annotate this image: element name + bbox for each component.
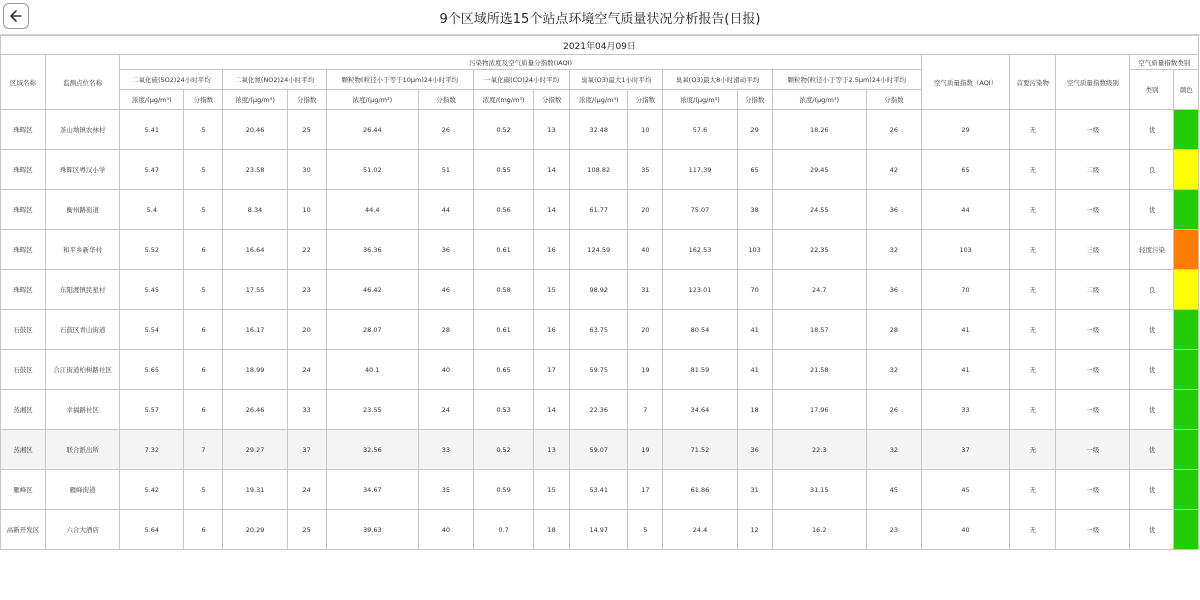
cell-o3-8h-index: 38 — [737, 190, 772, 230]
cell-o3-1h-index: 31 — [628, 270, 663, 310]
cell-no2-index: 23 — [287, 270, 326, 310]
cell-station: 东阳渡镇民星村 — [46, 270, 120, 310]
cell-no2-index: 24 — [287, 350, 326, 390]
unit-concentration: 浓度/(μg/m³) — [223, 90, 287, 110]
col-aqi: 空气质量指数（AQI） — [921, 55, 1009, 110]
cell-color — [1174, 150, 1199, 190]
cell-category: 优 — [1130, 350, 1174, 390]
unit-sub-index: 分指数 — [418, 90, 473, 110]
category-color-swatch — [1174, 350, 1198, 389]
cell-pm25-index: 32 — [866, 430, 921, 470]
unit-concentration: 浓度/(μg/m³) — [326, 90, 418, 110]
cell-o3-8h: 75.07 — [663, 190, 737, 230]
cell-pm10-index: 40 — [418, 510, 473, 550]
cell-pm10-index: 46 — [418, 270, 473, 310]
table-row[interactable] — [1, 430, 1199, 470]
cell-region: 蒸湘区 — [1, 390, 46, 430]
cell-co: 0.7 — [474, 510, 534, 550]
cell-so2-index: 6 — [184, 350, 223, 390]
cell-pm25-index: 36 — [866, 190, 921, 230]
cell-aqi: 29 — [921, 110, 1009, 150]
cell-co: 0.59 — [474, 470, 534, 510]
cell-no2: 23.58 — [223, 150, 287, 190]
cell-aqi-level: 一级 — [1056, 470, 1130, 510]
cell-o3-1h: 32.48 — [570, 110, 628, 150]
cell-region: 雁峰区 — [1, 470, 46, 510]
col-pm10: 颗粒物(粒径小于等于10μm)24小时平均 — [326, 70, 473, 90]
cell-o3-8h: 24.4 — [663, 510, 737, 550]
col-so2: 二氧化硫(SO2)24小时平均 — [120, 70, 223, 90]
cell-pm10: 39.63 — [326, 510, 418, 550]
cell-pm25: 31.15 — [772, 470, 866, 510]
cell-no2: 20.46 — [223, 110, 287, 150]
cell-pm25-index: 28 — [866, 310, 921, 350]
col-co: 一氧化碳(CO)24小时平均 — [474, 70, 570, 90]
cell-no2: 8.34 — [223, 190, 287, 230]
cell-aqi: 103 — [921, 230, 1009, 270]
cell-no2: 16.64 — [223, 230, 287, 270]
unit-sub-index: 分指数 — [628, 90, 663, 110]
cell-o3-1h-index: 17 — [628, 470, 663, 510]
cell-no2: 26.46 — [223, 390, 287, 430]
cell-co: 0.58 — [474, 270, 534, 310]
cell-o3-1h-index: 40 — [628, 230, 663, 270]
unit-concentration: 浓度/(μg/m³) — [772, 90, 866, 110]
cell-pm10-index: 24 — [418, 390, 473, 430]
cell-o3-8h: 81.59 — [663, 350, 737, 390]
cell-station: 六合大酒店 — [46, 510, 120, 550]
cell-pm10-index: 28 — [418, 310, 473, 350]
cell-primary-pollutant: 无 — [1010, 350, 1056, 390]
report-date: 2021年04月09日 — [1, 36, 1199, 55]
category-color-swatch — [1174, 430, 1198, 469]
cell-no2: 18.99 — [223, 350, 287, 390]
cell-co: 0.55 — [474, 150, 534, 190]
cell-o3-1h: 61.77 — [570, 190, 628, 230]
cell-aqi-level: 一级 — [1056, 390, 1130, 430]
cell-co: 0.52 — [474, 430, 534, 470]
cell-aqi: 70 — [921, 270, 1009, 310]
cell-region: 珠晖区 — [1, 190, 46, 230]
cell-region: 珠晖区 — [1, 270, 46, 310]
cell-so2: 5.42 — [120, 470, 184, 510]
cell-so2: 5.45 — [120, 270, 184, 310]
cell-pm10-index: 40 — [418, 350, 473, 390]
cell-pm10: 44.4 — [326, 190, 418, 230]
cell-aqi: 65 — [921, 150, 1009, 190]
cell-station: 联合派出所 — [46, 430, 120, 470]
cell-color — [1174, 390, 1199, 430]
cell-pm10: 51.02 — [326, 150, 418, 190]
cell-so2: 5.65 — [120, 350, 184, 390]
cell-aqi-level: 二级 — [1056, 270, 1130, 310]
unit-sub-index: 分指数 — [287, 90, 326, 110]
cell-no2: 19.31 — [223, 470, 287, 510]
cell-co-index: 14 — [534, 190, 570, 230]
cell-o3-8h: 34.64 — [663, 390, 737, 430]
cell-region: 珠晖区 — [1, 230, 46, 270]
cell-no2-index: 25 — [287, 510, 326, 550]
cell-co: 0.65 — [474, 350, 534, 390]
cell-aqi: 37 — [921, 430, 1009, 470]
cell-aqi-level: 一级 — [1056, 190, 1130, 230]
cell-station: 珠晖区粤汉小学 — [46, 150, 120, 190]
cell-aqi: 41 — [921, 350, 1009, 390]
cell-co-index: 14 — [534, 390, 570, 430]
cell-aqi-level: 三级 — [1056, 230, 1130, 270]
cell-category: 优 — [1130, 510, 1174, 550]
category-color-swatch — [1174, 190, 1198, 229]
cell-station: 茶山坳镇农林村 — [46, 110, 120, 150]
cell-station: 幸福路社区 — [46, 390, 120, 430]
col-pm25: 颗粒物(粒径小于等于2.5μm)24小时平均 — [772, 70, 921, 90]
cell-primary-pollutant: 无 — [1010, 190, 1056, 230]
cell-primary-pollutant: 无 — [1010, 470, 1056, 510]
cell-primary-pollutant: 无 — [1010, 150, 1056, 190]
cell-pm25: 29.45 — [772, 150, 866, 190]
cell-color — [1174, 350, 1199, 390]
cell-o3-8h-index: 103 — [737, 230, 772, 270]
cell-no2-index: 30 — [287, 150, 326, 190]
cell-o3-1h-index: 20 — [628, 310, 663, 350]
cell-o3-1h-index: 35 — [628, 150, 663, 190]
table-row[interactable] — [1, 230, 1199, 270]
cell-no2-index: 22 — [287, 230, 326, 270]
cell-region: 高新开发区 — [1, 510, 46, 550]
cell-aqi-level: 一级 — [1056, 510, 1130, 550]
category-color-swatch — [1174, 470, 1198, 509]
unit-sub-index: 分指数 — [534, 90, 570, 110]
cell-pm10-index: 36 — [418, 230, 473, 270]
cell-pm25-index: 32 — [866, 230, 921, 270]
col-color: 颜色 — [1174, 70, 1199, 110]
cell-co-index: 15 — [534, 270, 570, 310]
category-color-swatch — [1174, 110, 1198, 149]
cell-co-index: 13 — [534, 430, 570, 470]
cell-category: 优 — [1130, 110, 1174, 150]
cell-color — [1174, 270, 1199, 310]
cell-so2-index: 6 — [184, 230, 223, 270]
cell-co: 0.53 — [474, 390, 534, 430]
cell-category: 优 — [1130, 390, 1174, 430]
cell-pm25: 22.3 — [772, 430, 866, 470]
cell-category: 优 — [1130, 310, 1174, 350]
category-color-swatch — [1174, 310, 1198, 349]
cell-co: 0.61 — [474, 230, 534, 270]
cell-so2-index: 5 — [184, 190, 223, 230]
unit-concentration: 浓度/(μg/m³) — [663, 90, 737, 110]
cell-o3-1h: 98.92 — [570, 270, 628, 310]
table-row[interactable] — [1, 510, 1199, 550]
col-no2: 二氧化氮(NO2)24小时平均 — [223, 70, 326, 90]
cell-no2: 29.27 — [223, 430, 287, 470]
cell-category: 优 — [1130, 470, 1174, 510]
cell-station: 石鼓区青山街道 — [46, 310, 120, 350]
cell-so2-index: 6 — [184, 390, 223, 430]
cell-pm10: 34.67 — [326, 470, 418, 510]
cell-co-index: 18 — [534, 510, 570, 550]
cell-so2-index: 5 — [184, 150, 223, 190]
cell-co-index: 16 — [534, 310, 570, 350]
cell-pm25: 24.55 — [772, 190, 866, 230]
cell-no2-index: 10 — [287, 190, 326, 230]
cell-so2: 5.52 — [120, 230, 184, 270]
cell-so2: 7.32 — [120, 430, 184, 470]
cell-category: 优 — [1130, 430, 1174, 470]
cell-color — [1174, 470, 1199, 510]
cell-aqi: 41 — [921, 310, 1009, 350]
cell-o3-1h: 63.75 — [570, 310, 628, 350]
cell-category: 良 — [1130, 150, 1174, 190]
cell-region: 石鼓区 — [1, 310, 46, 350]
report-table-container — [0, 35, 1199, 550]
col-category: 类别 — [1130, 70, 1174, 110]
cell-so2-index: 5 — [184, 270, 223, 310]
cell-so2-index: 6 — [184, 310, 223, 350]
cell-station: 合江街道柏树路社区 — [46, 350, 120, 390]
cell-no2-index: 24 — [287, 470, 326, 510]
cell-o3-8h: 162.53 — [663, 230, 737, 270]
cell-o3-8h-index: 29 — [737, 110, 772, 150]
category-color-swatch — [1174, 510, 1198, 549]
cell-co-index: 13 — [534, 110, 570, 150]
cell-so2-index: 5 — [184, 110, 223, 150]
table-row[interactable] — [1, 110, 1199, 150]
cell-o3-8h: 57.6 — [663, 110, 737, 150]
cell-o3-8h: 80.54 — [663, 310, 737, 350]
cell-o3-8h-index: 31 — [737, 470, 772, 510]
cell-pm10: 46.42 — [326, 270, 418, 310]
cell-pm25-index: 23 — [866, 510, 921, 550]
cell-aqi-level: 一级 — [1056, 310, 1130, 350]
cell-station: 衡州路街道 — [46, 190, 120, 230]
top-bar — [0, 0, 1200, 35]
cell-color — [1174, 190, 1199, 230]
cell-pm25-index: 45 — [866, 470, 921, 510]
cell-no2-index: 20 — [287, 310, 326, 350]
cell-pm25: 21.58 — [772, 350, 866, 390]
cell-color — [1174, 430, 1199, 470]
cell-pm10-index: 33 — [418, 430, 473, 470]
cell-o3-1h: 108.82 — [570, 150, 628, 190]
cell-o3-8h: 61.86 — [663, 470, 737, 510]
cell-pm25-index: 26 — [866, 110, 921, 150]
unit-sub-index: 分指数 — [184, 90, 223, 110]
cell-o3-8h-index: 41 — [737, 310, 772, 350]
cell-o3-8h: 117.39 — [663, 150, 737, 190]
cell-pm10-index: 51 — [418, 150, 473, 190]
cell-primary-pollutant: 无 — [1010, 390, 1056, 430]
cell-category: 优 — [1130, 190, 1174, 230]
cell-pm25: 22.35 — [772, 230, 866, 270]
table-row[interactable] — [1, 310, 1199, 350]
category-color-swatch — [1174, 270, 1198, 309]
cell-pm25: 17.96 — [772, 390, 866, 430]
unit-concentration: 浓度/(μg/m³) — [570, 90, 628, 110]
cell-co: 0.52 — [474, 110, 534, 150]
table-row[interactable] — [1, 150, 1199, 190]
cell-so2-index: 6 — [184, 510, 223, 550]
cell-region: 石鼓区 — [1, 350, 46, 390]
cell-co-index: 15 — [534, 470, 570, 510]
unit-sub-index: 分指数 — [737, 90, 772, 110]
table-body — [1, 110, 1199, 550]
unit-concentration: 浓度/(μg/m³) — [120, 90, 184, 110]
cell-aqi-level: 一级 — [1056, 430, 1130, 470]
cell-primary-pollutant: 无 — [1010, 230, 1056, 270]
cell-primary-pollutant: 无 — [1010, 510, 1056, 550]
cell-category: 良 — [1130, 270, 1174, 310]
cell-o3-1h: 53.41 — [570, 470, 628, 510]
cell-aqi-level: 一级 — [1056, 350, 1130, 390]
cell-so2-index: 7 — [184, 430, 223, 470]
cell-no2: 16.17 — [223, 310, 287, 350]
cell-no2-index: 37 — [287, 430, 326, 470]
cell-color — [1174, 230, 1199, 270]
cell-o3-8h: 71.52 — [663, 430, 737, 470]
unit-sub-index: 分指数 — [866, 90, 921, 110]
cell-pm25-index: 36 — [866, 270, 921, 310]
cell-o3-1h: 59.75 — [570, 350, 628, 390]
cell-o3-8h-index: 12 — [737, 510, 772, 550]
cell-color — [1174, 310, 1199, 350]
cell-pm25: 24.7 — [772, 270, 866, 310]
cell-co: 0.56 — [474, 190, 534, 230]
cell-so2: 5.64 — [120, 510, 184, 550]
col-category-group: 空气质量指数类别 — [1130, 55, 1199, 70]
cell-pm10: 32.56 — [326, 430, 418, 470]
col-o3-8h: 臭氧(O3)最大8小时滑动平均 — [663, 70, 772, 90]
cell-region: 蒸湘区 — [1, 430, 46, 470]
unit-concentration-mg: 浓度/(mg/m³) — [474, 90, 534, 110]
cell-pm25: 16.2 — [772, 510, 866, 550]
col-station: 监测点位名称 — [46, 55, 120, 110]
cell-so2: 5.47 — [120, 150, 184, 190]
cell-co: 0.61 — [474, 310, 534, 350]
category-color-swatch — [1174, 390, 1198, 429]
cell-no2: 17.55 — [223, 270, 287, 310]
cell-o3-8h: 123.01 — [663, 270, 737, 310]
cell-aqi: 45 — [921, 470, 1009, 510]
cell-o3-8h-index: 70 — [737, 270, 772, 310]
cell-o3-1h-index: 7 — [628, 390, 663, 430]
cell-pm10-index: 44 — [418, 190, 473, 230]
cell-pm10-index: 35 — [418, 470, 473, 510]
cell-pm10: 28.07 — [326, 310, 418, 350]
cell-primary-pollutant: 无 — [1010, 430, 1056, 470]
cell-so2: 5.54 — [120, 310, 184, 350]
cell-o3-1h-index: 10 — [628, 110, 663, 150]
col-aqi-level: 空气质量指数级别 — [1056, 55, 1130, 110]
cell-primary-pollutant: 无 — [1010, 110, 1056, 150]
cell-region: 珠晖区 — [1, 150, 46, 190]
cell-so2: 5.57 — [120, 390, 184, 430]
cell-pm10: 26.44 — [326, 110, 418, 150]
cell-no2: 20.29 — [223, 510, 287, 550]
cell-o3-1h-index: 19 — [628, 350, 663, 390]
category-color-swatch — [1174, 150, 1198, 189]
cell-aqi: 40 — [921, 510, 1009, 550]
cell-o3-1h-index: 5 — [628, 510, 663, 550]
page-title: 9个区域所选15个站点环境空气质量状况分析报告(日报) — [439, 12, 761, 27]
cell-pm10: 40.1 — [326, 350, 418, 390]
col-region: 区域名称 — [1, 55, 46, 110]
cell-station: 雁峰街道 — [46, 470, 120, 510]
cell-so2: 5.41 — [120, 110, 184, 150]
cell-pm25-index: 26 — [866, 390, 921, 430]
cell-so2-index: 5 — [184, 470, 223, 510]
air-quality-table — [0, 35, 1199, 550]
cell-pm10-index: 26 — [418, 110, 473, 150]
cell-co-index: 17 — [534, 350, 570, 390]
cell-o3-1h: 22.36 — [570, 390, 628, 430]
table-row[interactable] — [1, 470, 1199, 510]
cell-o3-1h: 124.59 — [570, 230, 628, 270]
cell-pm25-index: 32 — [866, 350, 921, 390]
cell-o3-8h-index: 41 — [737, 350, 772, 390]
cell-o3-1h: 59.07 — [570, 430, 628, 470]
cell-color — [1174, 110, 1199, 150]
table-row[interactable] — [1, 270, 1199, 310]
col-pollutant-group: 污染物浓度及空气质量分指数(IAQI) — [120, 55, 922, 70]
cell-aqi-level: 一级 — [1056, 110, 1130, 150]
category-color-swatch — [1174, 230, 1198, 269]
table-row[interactable] — [1, 190, 1199, 230]
cell-aqi-level: 二级 — [1056, 150, 1130, 190]
cell-o3-1h-index: 20 — [628, 190, 663, 230]
cell-pm25-index: 42 — [866, 150, 921, 190]
cell-no2-index: 25 — [287, 110, 326, 150]
cell-pm25: 18.57 — [772, 310, 866, 350]
cell-pm10: 23.55 — [326, 390, 418, 430]
cell-o3-1h: 14.97 — [570, 510, 628, 550]
cell-aqi: 33 — [921, 390, 1009, 430]
cell-color — [1174, 510, 1199, 550]
col-o3-1h: 臭氧(O3)最大1小时平均 — [570, 70, 663, 90]
table-row[interactable] — [1, 350, 1199, 390]
cell-primary-pollutant: 无 — [1010, 270, 1056, 310]
cell-category: 轻度污染 — [1130, 230, 1174, 270]
cell-primary-pollutant: 无 — [1010, 310, 1056, 350]
cell-so2: 5.4 — [120, 190, 184, 230]
cell-o3-8h-index: 65 — [737, 150, 772, 190]
cell-o3-1h-index: 19 — [628, 430, 663, 470]
cell-station: 和平乡新华村 — [46, 230, 120, 270]
table-row[interactable] — [1, 390, 1199, 430]
col-primary-pollutant: 首要污染物 — [1010, 55, 1056, 110]
cell-pm10: 36.36 — [326, 230, 418, 270]
cell-region: 珠晖区 — [1, 110, 46, 150]
cell-o3-8h-index: 18 — [737, 390, 772, 430]
cell-co-index: 14 — [534, 150, 570, 190]
cell-aqi: 44 — [921, 190, 1009, 230]
cell-co-index: 16 — [534, 230, 570, 270]
cell-o3-8h-index: 36 — [737, 430, 772, 470]
cell-pm25: 18.26 — [772, 110, 866, 150]
cell-no2-index: 33 — [287, 390, 326, 430]
